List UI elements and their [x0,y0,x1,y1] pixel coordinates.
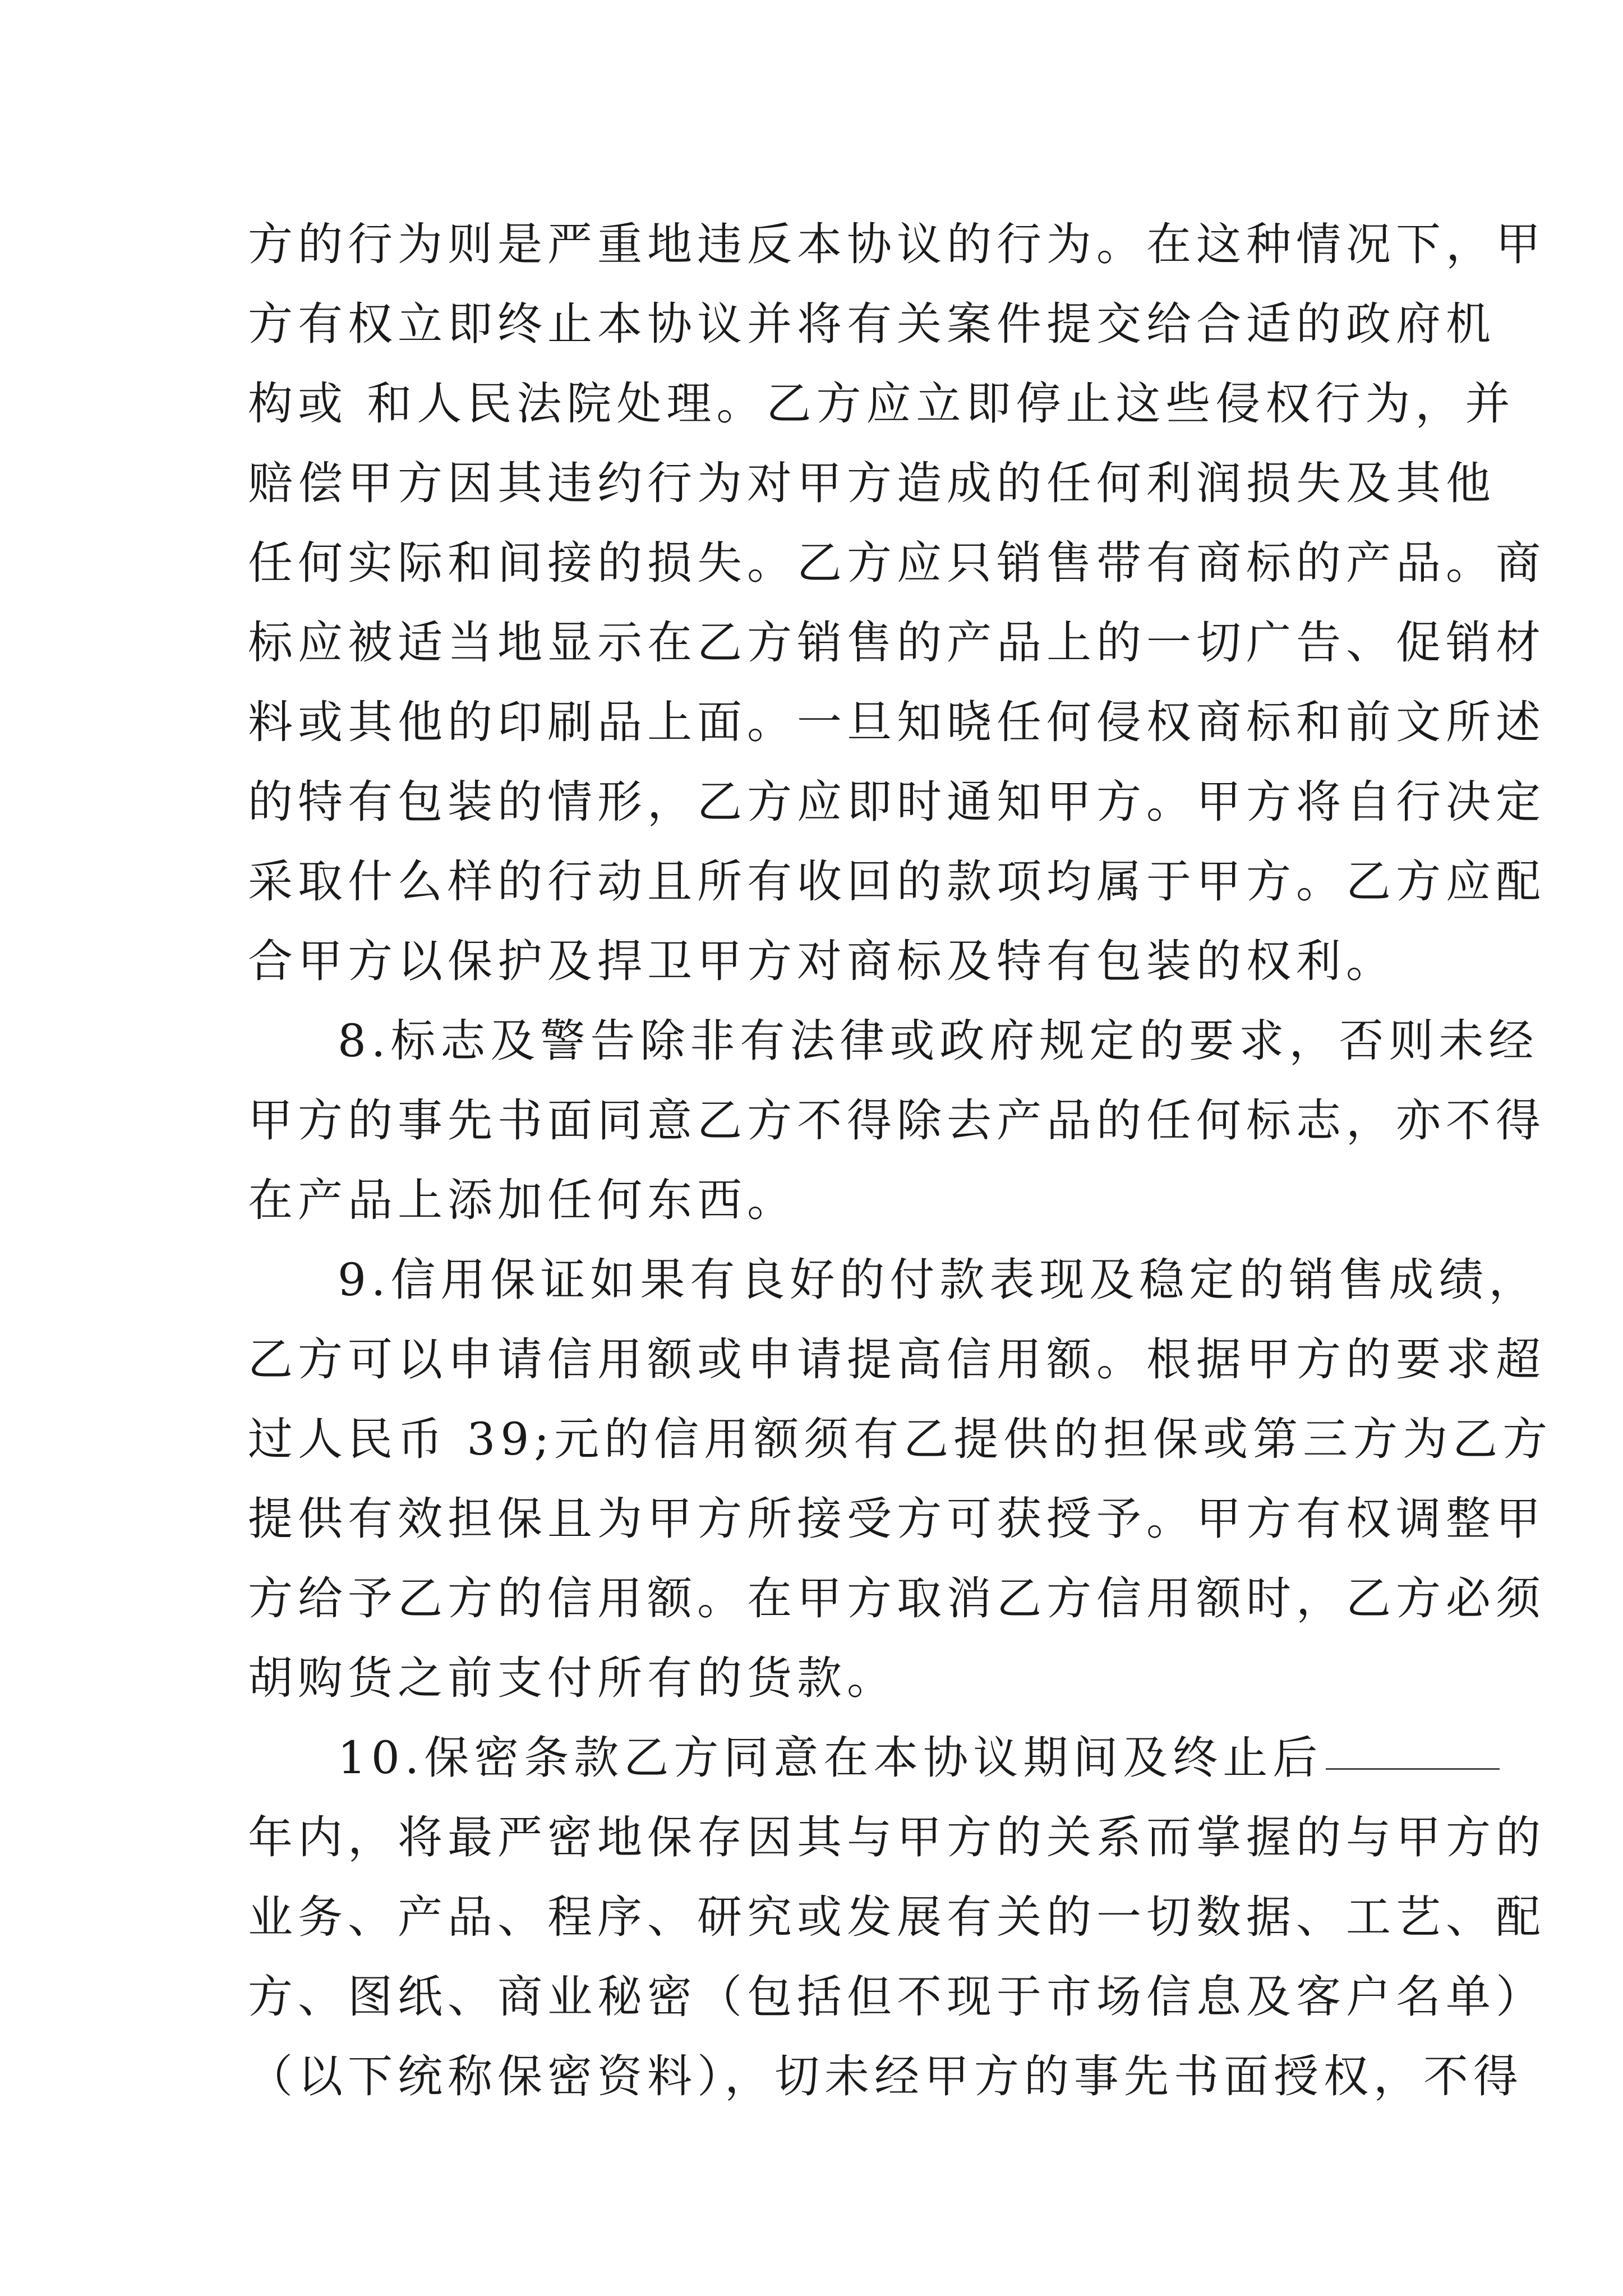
document-body [248,205,1553,2116]
text-line: 构或 和人民法院处理。乙方应立即停止这些侵权行为，并 [248,378,1515,430]
text-line: 方、图纸、商业秘密（包括但不现于市场信息及客户名单） [248,1971,1546,2023]
text-line: 任何实际和间接的损失。乙方应只销售带有商标的产品。商 [248,537,1546,589]
text-line: 胡购货之前支付所有的货款。 [248,1652,897,1704]
text-line: 采取什么样的行动且所有收回的款项均属于甲方。乙方应配 [248,855,1546,908]
text-line: 的特有包装的情形，乙方应即时通知甲方。甲方将自行决定 [248,776,1546,828]
text-line: 过人民币 39;元的信用额须有乙提供的担保或第三方为乙方 [248,1413,1553,1465]
fill-in-blank [1326,1768,1500,1770]
text-line: 业务、产品、程序、研究或发展有关的一切数据、工艺、配 [248,1891,1546,1943]
clause-10-heading-line [248,1718,1392,1798]
text-line: 乙方可以申请信用额或申请提高信用额。根据甲方的要求超 [248,1333,1546,1386]
text-line: 方给予乙方的信用额。在甲方取消乙方信用额时，乙方必须 [248,1572,1546,1625]
text-line: 甲方的事先书面同意乙方不得除去产品的任何标志，亦不得 [248,1094,1546,1147]
text-line: 年内，将最严密地保存因其与甲方的关系而掌握的与甲方的 [248,1811,1546,1864]
text-line: 方的行为则是严重地违反本协议的行为。在这种情况下，甲 [248,218,1546,270]
text-line: 提供有效担保且为甲方所接受方可获授予。甲方有权调整甲 [248,1493,1546,1545]
text-line: 赔偿甲方因其违约行为对甲方造成的任何利润损失及其他 [248,457,1496,509]
text-line: 标应被适当地显示在乙方销售的产品上的一切广告、促销材 [248,616,1546,669]
text-line: （以下统称保密资料），切未经甲方的事先书面授权，不得 [248,2050,1523,2102]
text-line: 料或其他的印刷品上面。一旦知晓任何侵权商标和前文所述 [248,696,1546,748]
clause-8-heading-line: 8.标志及警告除非有法律或政府规定的要求，否则未经 [338,1015,1539,1067]
text-line: 在产品上添加任何东西。 [248,1174,797,1226]
text-line: 合甲方以保护及捍卫甲方对商标及特有包装的权利。 [248,935,1396,987]
text-line: 方有权立即终止本协议并将有关案件提交给合适的政府机 [248,298,1496,350]
clause-9-heading-line: 9.信用保证如果有良好的付款表现及稳定的销售成绩， [338,1254,1539,1306]
clause-10-text: 10.保密条款乙方同意在本协议期间及终止后 [338,1732,1323,1784]
